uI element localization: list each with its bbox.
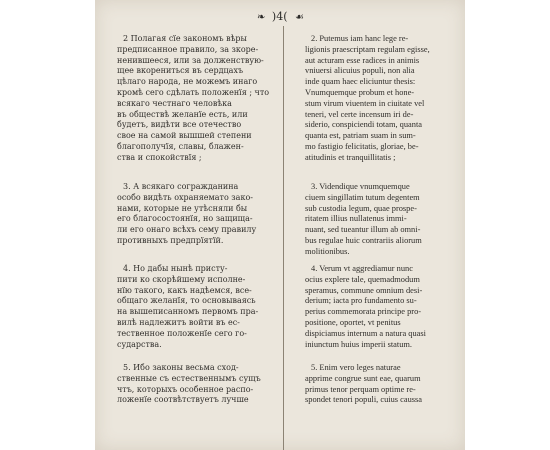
latin-text-line: bus regulae huic contrariis aliorum [305,235,422,245]
page-header [95,9,465,25]
latin-text-line: dispiciamus internum a natura quasi [305,328,426,338]
latin-text-line: 5. Enim vero leges naturae [311,363,401,372]
russian-text-line: свое на самой вышшей степени [117,131,252,141]
russian-text-line: ли его онаго всѣхъ сему правилу [117,225,257,235]
latin-text-line: 4. Verum vt aggrediamur nunc [311,264,413,273]
russian-text-line: всякаго честнаго человѣка [117,98,232,108]
russian-text-line: ложенїе соотвѣтствуетъ лучше [117,395,249,405]
latin-paragraph [305,264,455,350]
latin-text-line: siderio, conspiciendi totam, quanta [305,120,422,130]
latin-text-line: nuant, sed tueantur illum ab omni- [305,225,421,235]
russian-text-line: 5. Ибо законы весьма сход- [123,363,239,372]
ornament-right-icon: ☙ [295,12,303,23]
russian-text-line: особо видѣть охраняемато зако- [117,192,253,202]
russian-text-line: ненившееся, или за долженствую- [117,55,264,65]
russian-text-line: его благосостоянїя, но защища- [117,214,253,224]
russian-text-line: цѣлаго народа, не можемъ инаго [117,77,258,87]
latin-text-line: spondet tenori populi, cuius caussa [305,395,422,405]
russian-text-line: 2 Полагая сїе закономъ вѣры [123,34,247,43]
latin-text-line: vniuersi alicuius populi, non alia [305,66,415,76]
page-number: )4( [271,10,288,23]
russian-text-line: благополучїя, славы, блажен- [117,141,244,151]
latin-text-line: ritatem illius nullatenus immi- [305,214,407,224]
latin-text-line: atitudinis et tranquillitatis ; [305,152,396,162]
latin-text-line: primus tenor perquam optime re- [305,384,416,394]
russian-text-line: пити ко скорѣйшему исполне- [117,274,246,284]
russian-text-line: въ обществѣ желанїе есть, или [117,109,248,119]
latin-text-line: mo fastigio felicitatis, gloriae, be- [305,141,419,151]
russian-text-line: нами, которые не утѣсняли бы [117,203,248,213]
russian-text-line: противныхъ предпрїятїй. [117,235,224,245]
russian-text-line: ства и спокойствїя ; [117,152,202,162]
latin-paragraph [305,363,455,406]
russian-text-line: сударства. [117,339,162,349]
russian-text-line: будетъ, видѣти все отечество [117,120,242,130]
latin-text-line: sub custodia legum, quae prospe- [305,203,417,213]
russian-text-line: щее вкорениться въ сердцахъ [117,66,244,76]
latin-text-line: quanta est, patriam suam in sum- [305,131,416,141]
latin-text-line: Vnumquemque probum et hone- [305,87,415,97]
latin-text-line: ciuem singillatim tutum degentem [305,192,420,202]
latin-text-line: derium; iacta pro fundamento su- [305,296,417,306]
russian-text-line: 4. Но дабы нынѣ присту- [123,264,228,273]
latin-text-line: 3. Videndique vnumquemque [311,182,410,191]
russian-text-line: ственные съ естественнымъ сущъ [117,373,261,383]
latin-text-line: stum virum viuentem in ciuitate vel [305,98,425,108]
russian-text-line: предписанное правило, за зкоре- [117,44,259,54]
latin-text-line: apprime congrue sunt eae, quarum [305,373,421,383]
russian-text-line: общаго желанїя, то основываясь [117,296,256,306]
russian-text-line: чтъ, которыхъ особенное распо- [117,384,254,394]
russian-paragraph [117,182,267,247]
latin-text-line: inde quam haec eliciuntur thesis: [305,77,416,87]
russian-text-line: 3. А всякаго согражданина [123,182,239,191]
russian-paragraph [117,363,267,406]
latin-text-line: iniunctum huius imperii statum. [305,339,413,349]
ornament-left-icon: ❧ [257,12,265,23]
book-page [95,0,465,450]
latin-text-line: ligionis praescriptam regulam egisse, [305,44,430,54]
latin-text-line: 2. Putemus iam hanc lege re- [311,34,409,43]
latin-text-line: molitionibus. [305,246,350,256]
russian-text-line: вилѣ надлежитъ войти въ ес- [117,317,240,327]
latin-paragraph [305,182,455,258]
russian-paragraph [117,34,270,164]
russian-paragraph [117,264,267,350]
latin-column [305,34,455,450]
latin-text-line: teneri, vel certe incensum iri de- [305,109,414,119]
russian-text-line: нїю такого, какъ надѣемся, все- [117,285,252,295]
latin-text-line: perius commemorata principe pro- [305,307,422,317]
russian-column [117,34,270,450]
russian-text-line: тественное положенїе сего го- [117,328,247,338]
latin-text-line: ocius explere tale, quemadmodum [305,274,420,284]
russian-text-line: на вышеписанномъ первомъ пра- [117,307,259,317]
latin-text-line: positione, oportet, vt penitus [305,317,401,327]
column-divider [283,26,284,450]
latin-text-line: speramus, commune omnium desi- [305,285,423,295]
latin-text-line: aut acturam esse radices in animis [305,55,420,65]
latin-paragraph [305,34,455,164]
russian-text-line: кромѣ сего сдѣлать положенїя ; что [117,87,270,97]
